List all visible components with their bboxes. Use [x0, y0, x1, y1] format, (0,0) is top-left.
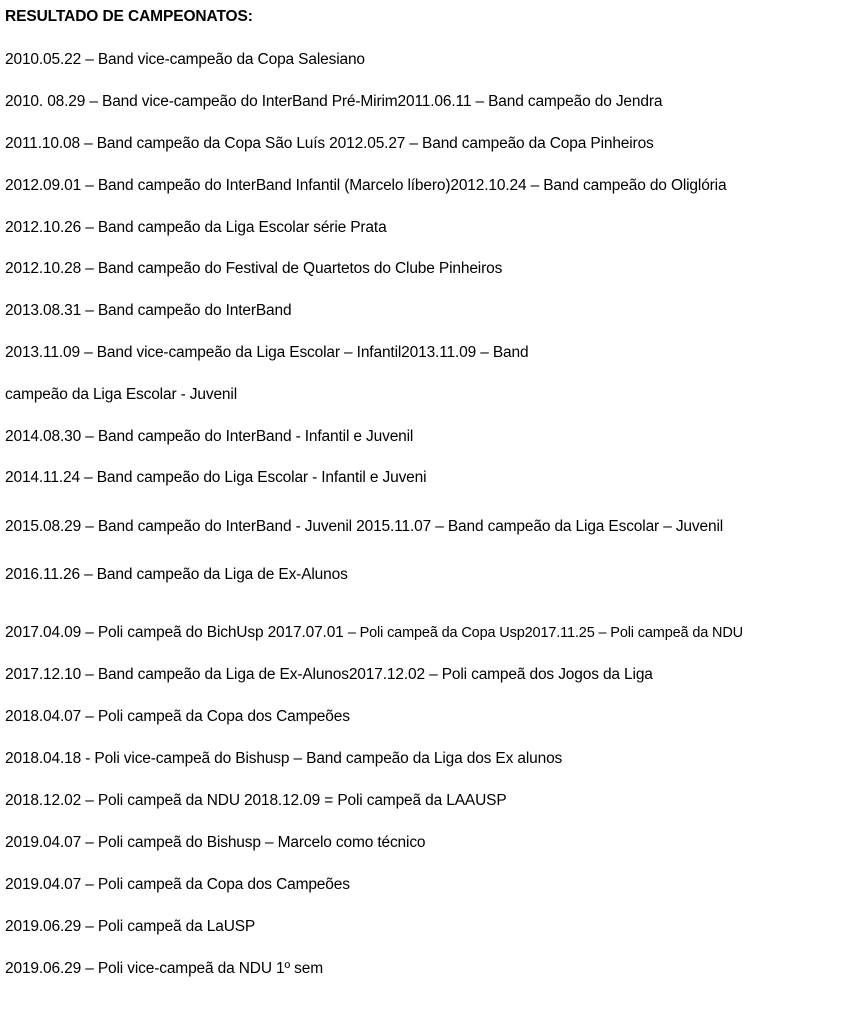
result-line: 2015.08.29 – Band campeão do InterBand - Juvenil 2015.11.07 – Band campeão da Liga Escolar – Juvenil [5, 518, 724, 535]
result-line: 2012.09.01 – Band campeão do InterBand Infantil (Marcelo líbero)2012.10.24 – Band campeão do Oliglória [5, 177, 727, 194]
result-line: 2013.08.31 – Band campeão do InterBand [5, 302, 292, 319]
result-line: 2011.10.08 – Band campeão da Copa São Luís 2012.05.27 – Band campeão da Copa Pinheiros [5, 135, 654, 152]
result-line-2017-part1: 2017.04.09 – Poli campeã do BichUsp 2017.07.01 [5, 624, 348, 641]
result-line: 2018.04.18 - Poli vice-campeã do Bishusp – Band campeão da Liga dos Ex alunos [5, 750, 563, 767]
result-line-2017 [5, 624, 743, 642]
result-line: 2014.08.30 – Band campeão do InterBand - Infantil e Juvenil [5, 428, 414, 445]
result-line: 2012.10.26 – Band campeão da Liga Escolar série Prata [5, 219, 387, 236]
result-line: campeão da Liga Escolar - Juvenil [5, 386, 237, 403]
result-line: 2019.04.07 – Poli campeã da Copa dos Campeões [5, 876, 350, 893]
result-line: 2017.12.10 – Band campeão da Liga de Ex-Alunos2017.12.02 – Poli campeã dos Jogos da Liga [5, 666, 653, 683]
result-line: 2013.11.09 – Band vice-campeão da Liga Escolar – Infantil2013.11.09 – Band [5, 344, 529, 361]
result-line: 2010. 08.29 – Band vice-campeão do InterBand Pré-Mirim2011.06.11 – Band campeão do Jendra [5, 93, 663, 110]
result-line: 2019.04.07 – Poli campeã do Bishusp – Marcelo como técnico [5, 834, 426, 851]
result-line: 2018.12.02 – Poli campeã da NDU 2018.12.09 = Poli campeã da LAAUSP [5, 792, 507, 809]
result-line: 2014.11.24 – Band campeão do Liga Escolar - Infantil e Juveni [5, 469, 427, 486]
document-heading: RESULTADO DE CAMPEONATOS: [5, 8, 253, 25]
result-line: 2016.11.26 – Band campeão da Liga de Ex-Alunos [5, 566, 348, 583]
result-line: 2019.06.29 – Poli vice-campeã da NDU 1º sem [5, 960, 323, 977]
result-line: 2012.10.28 – Band campeão do Festival de Quartetos do Clube Pinheiros [5, 260, 503, 277]
result-line: 2019.06.29 – Poli campeã da LaUSP [5, 918, 256, 935]
result-line: 2018.04.07 – Poli campeã da Copa dos Campeões [5, 708, 350, 725]
result-line: 2010.05.22 – Band vice-campeão da Copa Salesiano [5, 51, 365, 68]
result-line-2017-part2: – Poli campeã da Copa Usp2017.11.25 – Poli campeã da NDU [347, 625, 743, 641]
